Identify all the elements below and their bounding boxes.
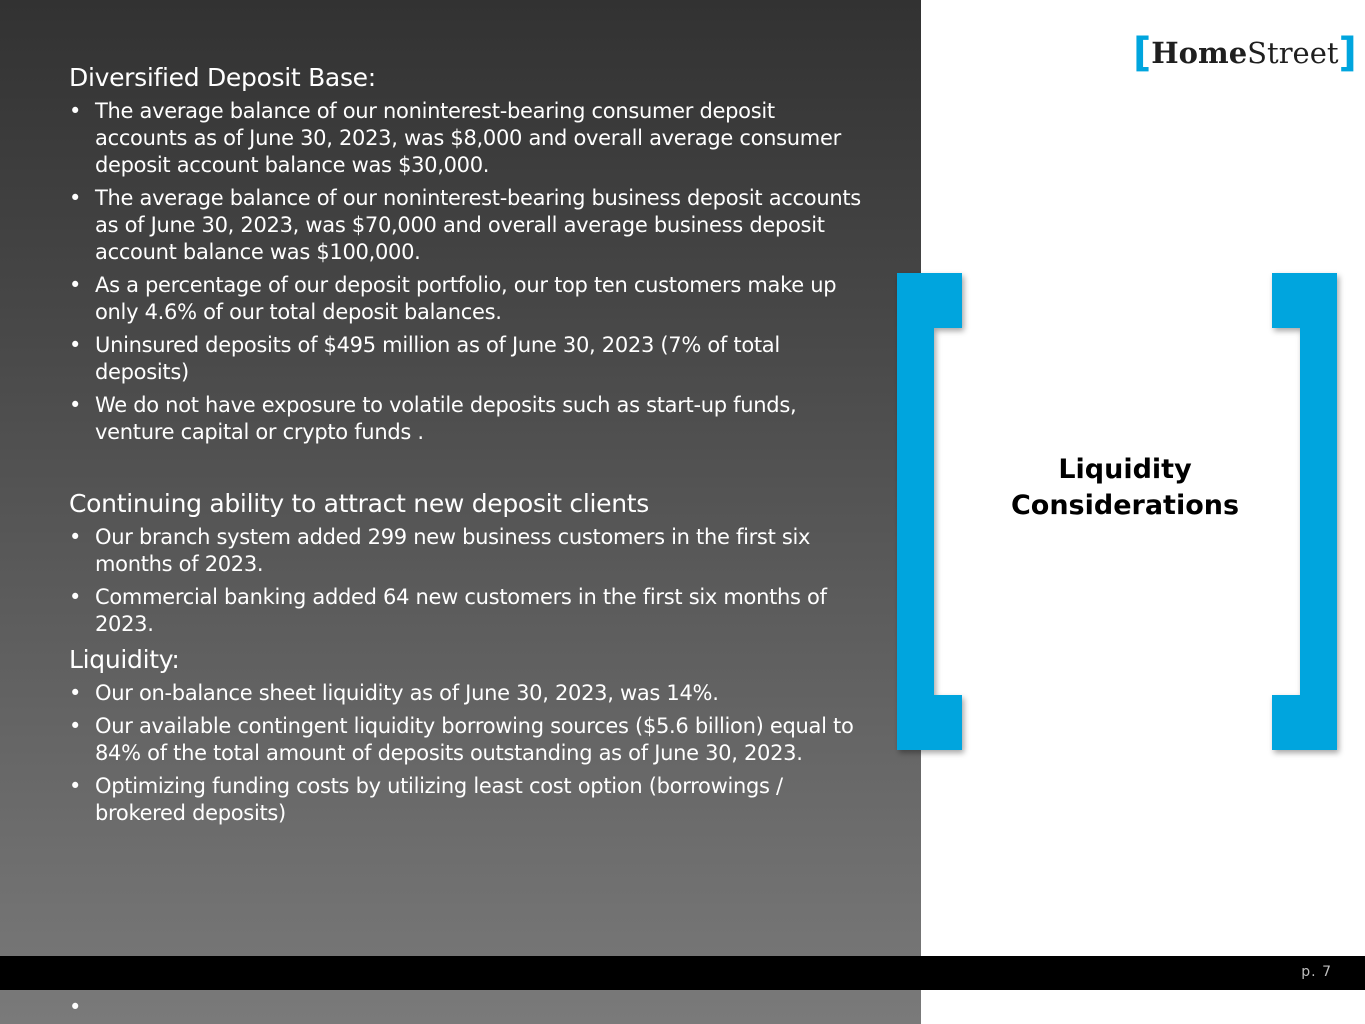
bullet-icon: • (69, 393, 82, 417)
bullet-icon: • (69, 273, 82, 297)
right-bracket-icon (1272, 273, 1337, 750)
section-title-line-2: Considerations (1010, 490, 1240, 521)
bullet-text: Commercial banking added 64 new customers in the first six months of 2023. (95, 585, 827, 636)
bullet-text: Optimizing funding costs by utilizing least cost option (borrowings / brokered deposits) (95, 774, 783, 825)
bullet-icon: • (69, 585, 82, 609)
logo-bracket-right-icon: ] (1338, 30, 1357, 76)
bullet-text: The average balance of our noninterest-bearing consumer deposit accounts as of June 30, 2023, was $8,000 and overall average consumer deposit account balance was $30,000. (95, 99, 841, 177)
section-heading-new-clients: Continuing ability to attract new deposit clients (69, 489, 650, 518)
bullet-icon: • (69, 186, 82, 210)
section-heading-liquidity: Liquidity: (69, 645, 180, 674)
bullet-icon: • (69, 774, 82, 798)
bullet-icon: • (69, 333, 82, 357)
left-bracket-icon (897, 273, 962, 750)
bullet-text: Uninsured deposits of $495 million as of June 30, 2023 (7% of total deposits) (95, 333, 780, 384)
page-number: p. 7 (1301, 964, 1332, 980)
bullet-text: Our available contingent liquidity borrowing sources ($5.6 billion) equal to 84% of the total amount of deposits outstanding as of June 30, 2023. (95, 714, 854, 765)
bullet-icon: • (69, 714, 82, 738)
bullet-icon: • (69, 525, 82, 549)
bullet-icon: • (69, 681, 82, 705)
bullet-icon: • (69, 99, 82, 123)
empty-bullet-icon: • (69, 995, 82, 1019)
section-heading-deposit-base: Diversified Deposit Base: (69, 63, 376, 92)
logo-text-home: Home (1151, 36, 1248, 70)
logo-text-street: Street (1247, 36, 1339, 70)
bullet-text: Our branch system added 299 new business customers in the first six months of 2023. (95, 525, 811, 576)
footer-bar (0, 956, 1365, 990)
bullet-text: Our on-balance sheet liquidity as of June 30, 2023, was 14%. (95, 681, 719, 705)
bullet-text: As a percentage of our deposit portfolio, our top ten customers make up only 4.6% of our total deposit balances. (95, 273, 837, 324)
bullet-text: We do not have exposure to volatile deposits such as start-up funds, venture capital or crypto funds . (95, 393, 797, 444)
section-title (985, 452, 1265, 524)
bullet-text: The average balance of our noninterest-bearing business deposit accounts as of June 30, 2023, was $70,000 and overall average business deposit account balance was $100,000. (95, 186, 861, 264)
section-title-line-1: Liquidity (1058, 454, 1192, 485)
logo-bracket-left-icon: [ (1133, 30, 1152, 76)
